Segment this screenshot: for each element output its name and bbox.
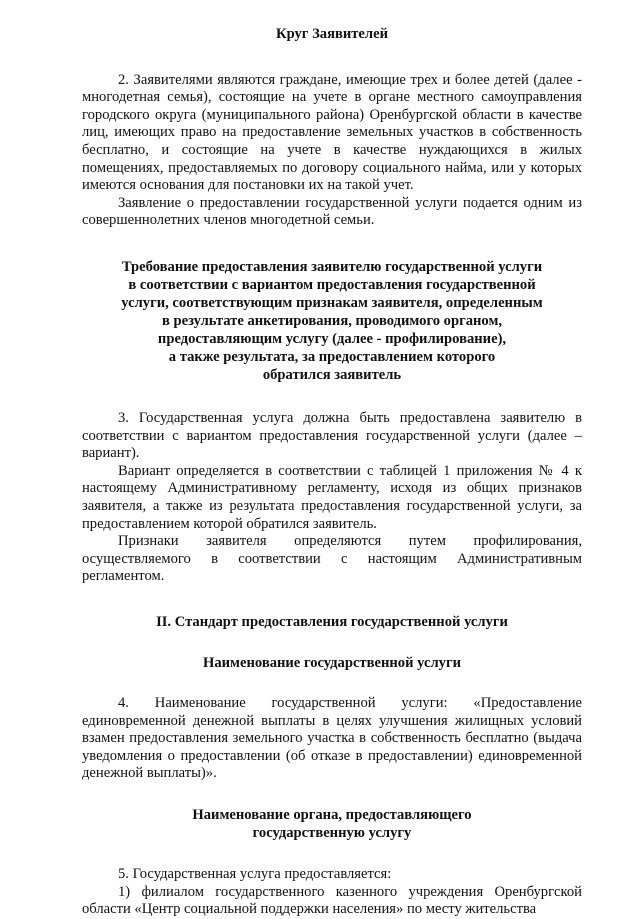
paragraph-2b: Заявление о предоставлении государственной услуги подается одним из совершеннолетних членов многодетной семьи. — [82, 194, 582, 229]
heading-requirement-line: обратился заявитель — [262, 366, 402, 383]
heading-authority — [82, 807, 582, 842]
paragraph-3b: Вариант определяется в соответствии с таблицей 1 приложения № 4 к настоящему Административному регламенту, исходя из общих признаков заявителя, а также из результата предоставления государственной услуги, за предоставлением которой обратился заявитель. — [82, 462, 582, 532]
heading-authority-line: Наименование органа, предоставляющего — [192, 807, 472, 824]
paragraph-3c: Признаки заявителя определяются путем профилирования, осуществляемого в соответствии с настоящим Административным регламентом. — [82, 533, 582, 585]
heading-service-name: Наименование государственной услуги — [203, 655, 461, 672]
section-2-title: II. Стандарт предоставления государственной услуги — [156, 613, 508, 630]
heading-requirement-line: Требование предоставления заявителю государственной услуги — [121, 258, 543, 275]
paragraph-3: 3. Государственная услуга должна быть предоставлена заявителю в соответствии с вариантом предоставления государственной услуги (далее – вариант). — [82, 409, 582, 462]
heading-applicants: Круг Заявителей — [276, 26, 388, 42]
paragraph-5: 5. Государственная услуга предоставляется: — [118, 866, 392, 883]
paragraph-4: 4. Наименование государственной услуги: «Предоставление единовременной денежной выплаты в целях улучшения жилищных условий взамен предоставления земельного участка в собственность бесплатно (выдача уведомления о предоставлении (об отказе в предоставлении) единовременной денежной выплаты)». — [82, 695, 582, 782]
heading-requirement — [82, 258, 582, 384]
heading-authority-line: государственную услугу — [252, 824, 412, 841]
heading-requirement-line: а также результата, за предоставлением которого — [168, 348, 496, 365]
heading-requirement-line: услуги, соответствующим признакам заявителя, определенным — [121, 294, 543, 311]
paragraph-2: 2. Заявителями являются граждане, имеющие трех и более детей (далее - многодетная семья), состоящие на учете в органе местного самоуправления городского округа (муниципального района) Оренбургской области в качестве лиц, имеющих право на предоставление земельных участков в собственность бесплатно, и состоящие на учете в качестве нуждающихся в жилых помещениях, предоставляемых по договору социального найма, или у которых имеются основания для постановки их на такой учет. — [82, 71, 582, 194]
heading-requirement-line: в результате анкетирования, проводимого органом, — [161, 312, 503, 329]
paragraph-5-1: 1) филиалом государственного казенного учреждения Оренбургской области «Центр социальной поддержки населения» по месту жительства — [82, 883, 582, 918]
heading-requirement-line: в соответствии с вариантом предоставления государственной — [128, 276, 536, 293]
heading-requirement-line: предоставляющим услугу (далее - профилирование), — [157, 330, 507, 347]
